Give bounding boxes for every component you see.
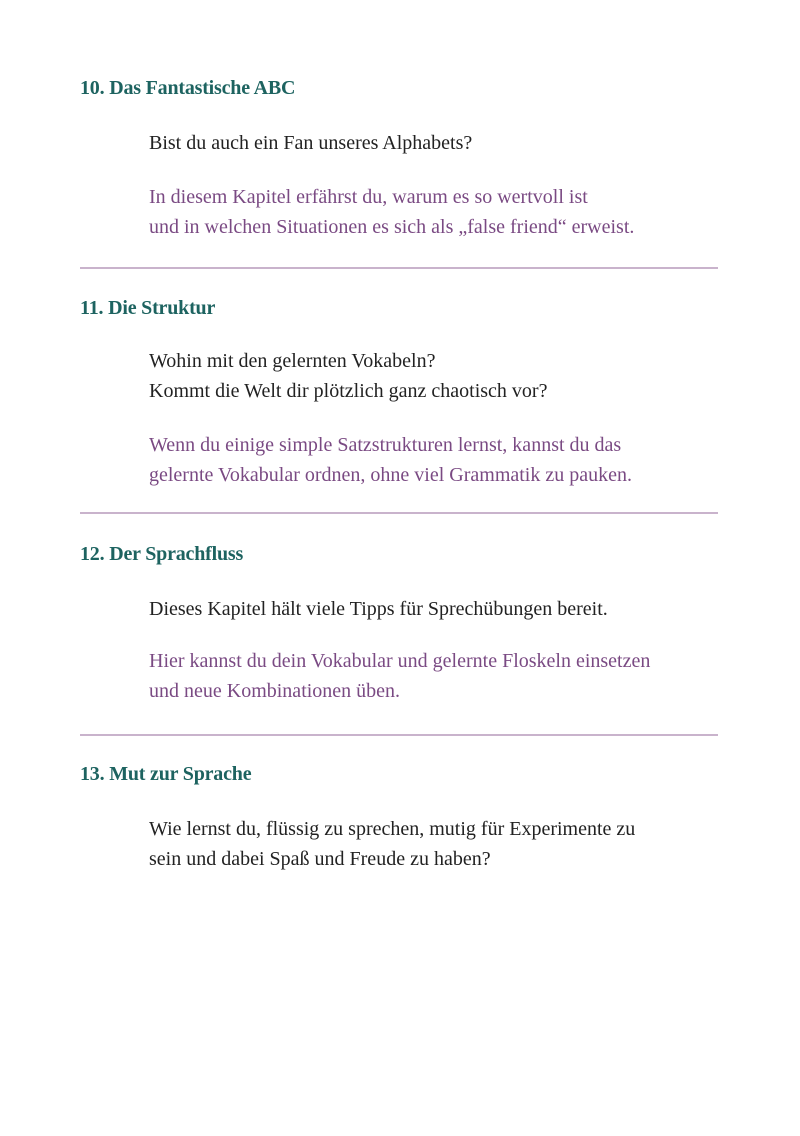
description-line: Wenn du einige simple Satzstrukturen lernst, kannst du das bbox=[149, 434, 622, 456]
chapter-12 bbox=[80, 542, 718, 706]
section-divider bbox=[80, 512, 718, 514]
description-line: und neue Kombinationen üben. bbox=[149, 680, 401, 702]
chapter-heading: 10. Das Fantastische ABC bbox=[80, 77, 296, 99]
question-line: sein und dabei Spaß und Freude zu haben? bbox=[149, 848, 491, 870]
description-line: Hier kannst du dein Vokabular und gelernte Floskeln einsetzen bbox=[149, 650, 651, 672]
question-line: Bist du auch ein Fan unseres Alphabets? bbox=[149, 132, 473, 154]
chapter-description bbox=[80, 646, 718, 706]
question-line: Kommt die Welt dir plötzlich ganz chaotisch vor? bbox=[149, 380, 548, 402]
chapter-11 bbox=[80, 296, 718, 490]
question-line: Dieses Kapitel hält viele Tipps für Sprechübungen bereit. bbox=[149, 598, 608, 620]
section-divider bbox=[80, 267, 718, 269]
question-line: Wohin mit den gelernten Vokabeln? bbox=[149, 350, 436, 372]
description-line: In diesem Kapitel erfährst du, warum es so wertvoll ist bbox=[149, 186, 588, 208]
chapter-question bbox=[80, 814, 718, 874]
question-line: Wie lernst du, flüssig zu sprechen, mutig für Experimente zu bbox=[149, 818, 636, 840]
chapter-description bbox=[80, 430, 718, 490]
section-divider bbox=[80, 734, 718, 736]
chapter-question bbox=[80, 346, 718, 406]
chapter-description bbox=[80, 182, 718, 242]
chapter-13 bbox=[80, 762, 718, 874]
chapter-10 bbox=[80, 76, 718, 242]
description-line: und in welchen Situationen es sich als „false friend“ erweist. bbox=[149, 216, 635, 238]
chapter-heading: 12. Der Sprachfluss bbox=[80, 543, 244, 565]
description-line: gelernte Vokabular ordnen, ohne viel Grammatik zu pauken. bbox=[149, 464, 632, 486]
chapter-heading: 11. Die Struktur bbox=[80, 297, 216, 319]
chapter-question bbox=[80, 594, 718, 624]
chapter-question bbox=[80, 128, 718, 158]
chapter-heading: 13. Mut zur Sprache bbox=[80, 763, 252, 785]
